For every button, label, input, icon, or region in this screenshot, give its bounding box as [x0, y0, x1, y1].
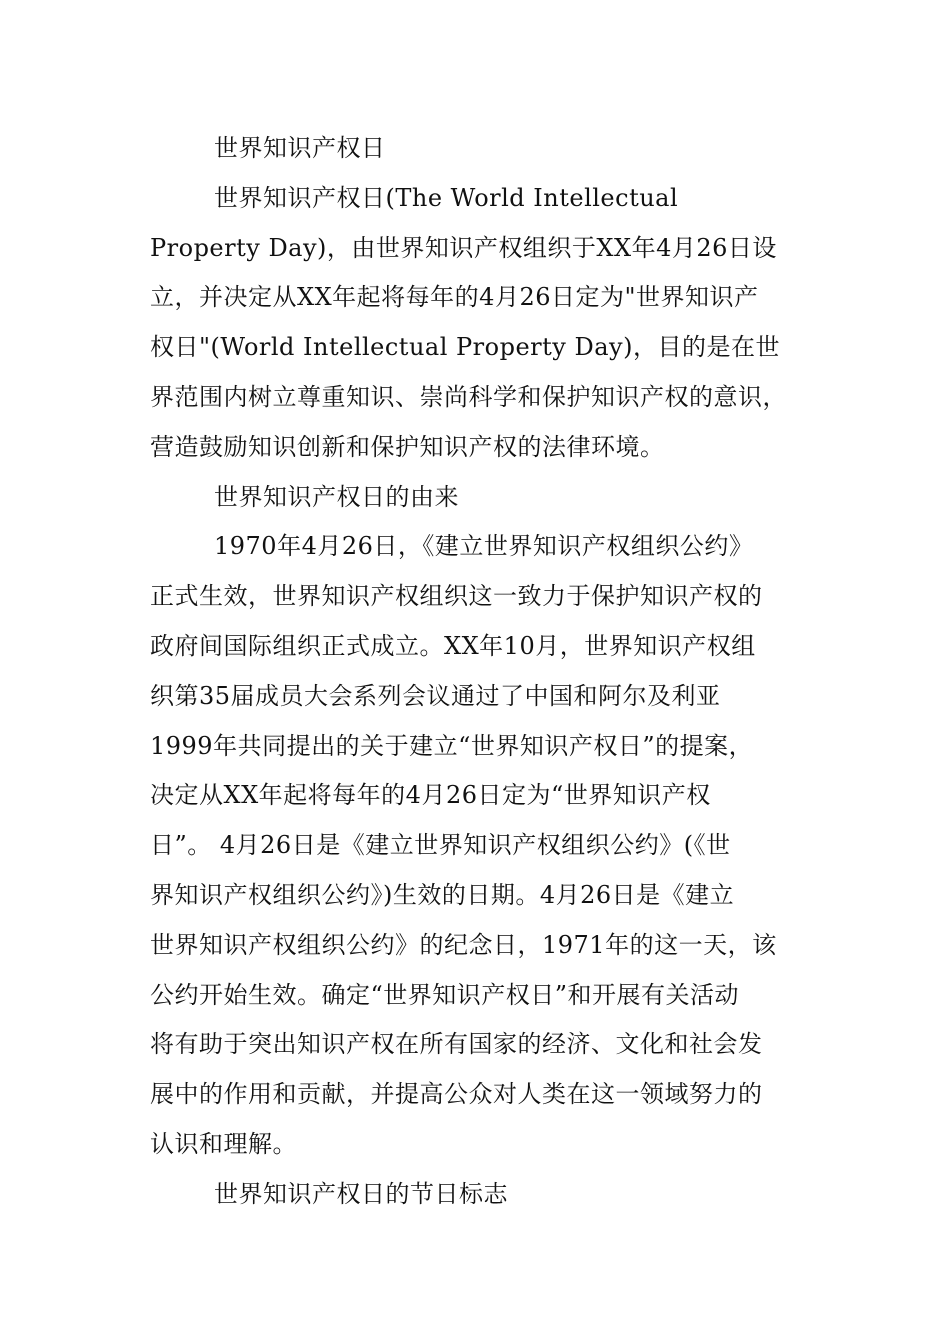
paragraph-line: 正式生效，世界知识产权组织这一致力于保护知识产权的: [150, 582, 763, 611]
section-heading-origin: 世界知识产权日的由来: [214, 482, 459, 511]
paragraph-line: 决定从XX年起将每年的4月26日定为“世界知识产权: [150, 781, 711, 810]
paragraph-line: 1970年4月26日，《建立世界知识产权组织公约》: [214, 532, 754, 561]
paragraph-line: 政府间国际组织正式成立。XX年10月，世界知识产权组: [150, 631, 756, 660]
paragraph-line: 展中的作用和贡献，并提高公众对人类在这一领域努力的: [150, 1080, 763, 1109]
paragraph-line: 将有助于突出知识产权在所有国家的经济、文化和社会发: [150, 1030, 763, 1059]
paragraph-line: 世界知识产权组织公约》的纪念日，1971年的这一天，该: [150, 930, 777, 959]
section-heading-logo: 世界知识产权日的节日标志: [214, 1179, 508, 1208]
paragraph-line: 1999年共同提出的关于建立“世界知识产权日”的提案，: [150, 731, 754, 760]
paragraph-line: 界范围内树立尊重知识、崇尚科学和保护知识产权的意识，: [150, 382, 787, 411]
paragraph-line: 立，并决定从XX年起将每年的4月26日定为"世界知识产: [150, 283, 759, 312]
paragraph-line: Property Day)，由世界知识产权组织于XX年4月26日设: [150, 233, 777, 262]
paragraph-line: 日”。 4月26日是《建立世界知识产权组织公约》(《世: [150, 831, 731, 860]
heading-title: 世界知识产权日: [214, 134, 386, 162]
document-body: [150, 124, 805, 1220]
paragraph-line: 权日"(World Intellectual Property Day)，目的是在世: [150, 333, 780, 362]
paragraph-line: 公约开始生效。确定“世界知识产权日”和开展有关活动: [150, 980, 740, 1009]
paragraph-line: 认识和理解。: [150, 1129, 297, 1158]
paragraph-line: 界知识产权组织公约》)生效的日期。4月26日是《建立: [150, 880, 735, 909]
paragraph-line: 织第35届成员大会系列会议通过了中国和阿尔及利亚: [150, 681, 721, 710]
paragraph-line: 世界知识产权日(The World Intellectual: [214, 183, 679, 212]
paragraph-line: 营造鼓励知识创新和保护知识产权的法律环境。: [150, 432, 665, 461]
